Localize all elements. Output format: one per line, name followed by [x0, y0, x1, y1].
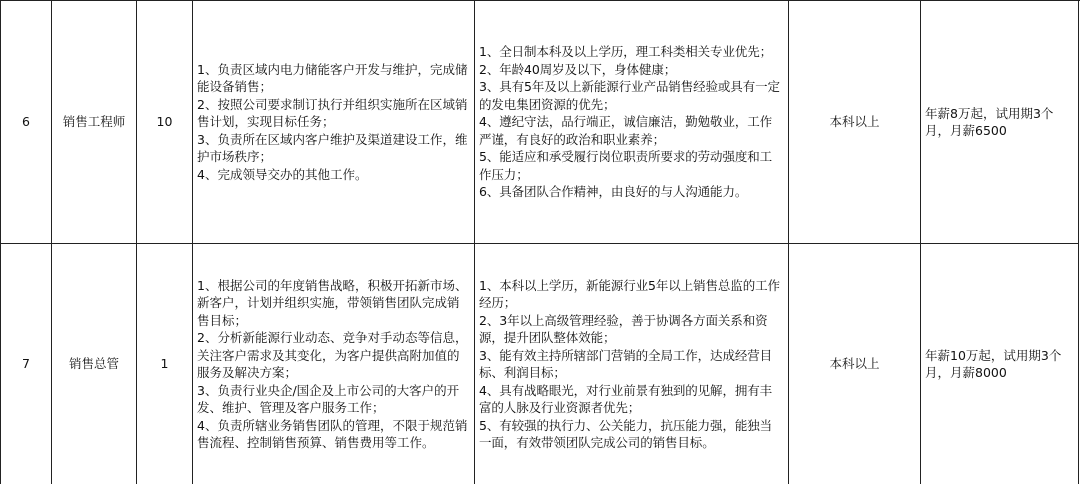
education-cell: 本科以上	[789, 244, 921, 484]
requirement-item: 1、全日制本科及以上学历，理工科类相关专业优先；	[479, 43, 782, 61]
salary-cell: 年薪8万起，试用期3个月，月薪6500	[921, 1, 1079, 244]
duties-cell	[193, 1, 475, 244]
requirement-item: 3、能有效主持所辖部门营销的全局工作，达成经营目标、利润目标；	[479, 347, 782, 382]
requirements-cell	[475, 244, 789, 484]
requirements-cell	[475, 1, 789, 244]
table-row	[1, 244, 1079, 484]
requirement-item: 5、有较强的执行力、公关能力，抗压能力强，能独当一面，有效带领团队完成公司的销售目标。	[479, 417, 782, 452]
job-title-cell: 销售总管	[52, 244, 137, 484]
row-index-cell: 6	[1, 1, 52, 244]
duty-item: 2、按照公司要求制订执行并组织实施所在区域销售计划，实现目标任务；	[197, 96, 468, 131]
job-title-cell: 销售工程师	[52, 1, 137, 244]
requirement-item: 5、能适应和承受履行岗位职责所要求的劳动强度和工作压力；	[479, 148, 782, 183]
requirement-item: 4、遵纪守法，品行端正，诚信廉洁，勤勉敬业，工作严谨，有良好的政治和职业素养；	[479, 113, 782, 148]
education-cell: 本科以上	[789, 1, 921, 244]
table-row	[1, 1, 1079, 244]
duty-item: 3、负责行业央企/国企及上市公司的大客户的开发、维护、管理及客户服务工作；	[197, 382, 468, 417]
requirement-item: 2、年龄40周岁及以下，身体健康；	[479, 61, 782, 79]
requirement-item: 6、具备团队合作精神，由良好的与人沟通能力。	[479, 183, 782, 201]
headcount-cell: 1	[137, 244, 193, 484]
duties-cell	[193, 244, 475, 484]
requirement-item: 2、3年以上高级管理经验，善于协调各方面关系和资源，提升团队整体效能；	[479, 312, 782, 347]
headcount-cell: 10	[137, 1, 193, 244]
duty-item: 2、分析新能源行业动态、竞争对手动态等信息，关注客户需求及其变化，为客户提供高附加值的服务及解决方案；	[197, 329, 468, 382]
duty-item: 3、负责所在区域内客户维护及渠道建设工作，维护市场秩序；	[197, 131, 468, 166]
requirement-item: 3、具有5年及以上新能源行业产品销售经验或具有一定的发电集团资源的优先；	[479, 78, 782, 113]
duty-item: 1、根据公司的年度销售战略，积极开拓新市场、新客户，计划并组织实施，带领销售团队完成销售目标；	[197, 277, 468, 330]
duty-item: 4、完成领导交办的其他工作。	[197, 166, 468, 184]
duty-item: 1、负责区域内电力储能客户开发与维护，完成储能设备销售；	[197, 61, 468, 96]
duty-item: 4、负责所辖业务销售团队的管理，不限于规范销售流程、控制销售预算、销售费用等工作。	[197, 417, 468, 452]
salary-cell: 年薪10万起，试用期3个月，月薪8000	[921, 244, 1079, 484]
requirement-item: 1、本科以上学历，新能源行业5年以上销售总监的工作经历；	[479, 277, 782, 312]
row-index-cell: 7	[1, 244, 52, 484]
requirement-item: 4、具有战略眼光，对行业前景有独到的见解，拥有丰富的人脉及行业资源者优先；	[479, 382, 782, 417]
